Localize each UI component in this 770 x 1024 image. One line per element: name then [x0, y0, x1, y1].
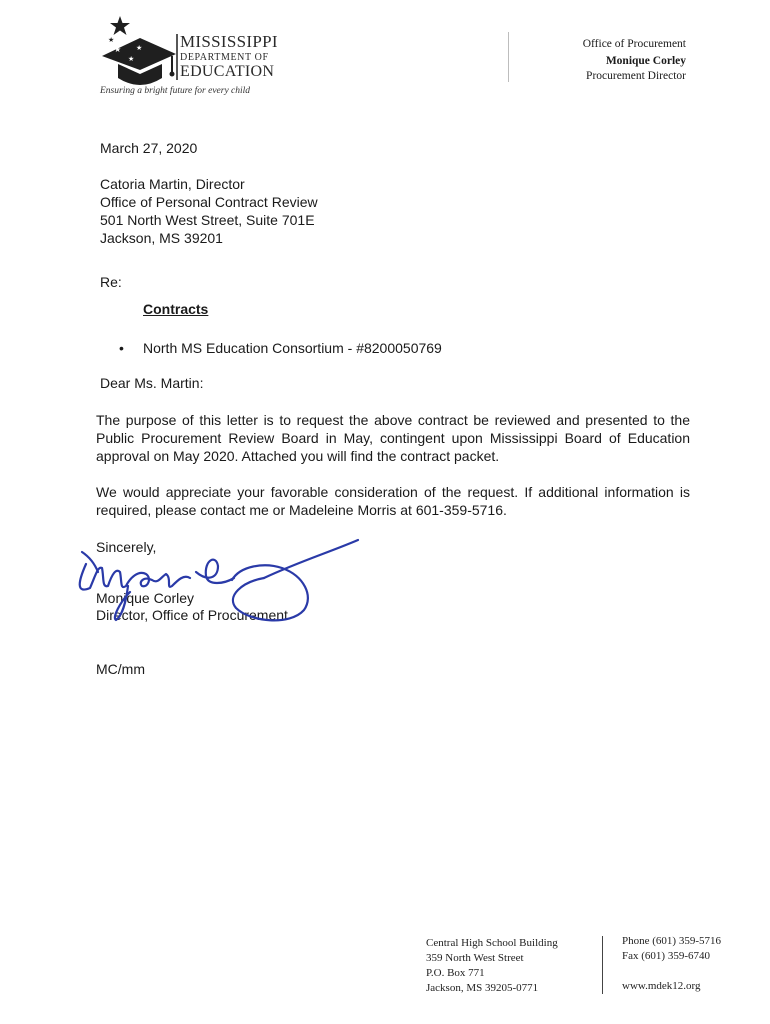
- footer-contact: [622, 934, 721, 994]
- signer-title: Director, Office of Procurement: [96, 607, 288, 623]
- typist-initials: MC/mm: [96, 661, 145, 677]
- star-icon: [110, 16, 130, 35]
- recipient-line: Catoria Martin, Director: [100, 176, 245, 192]
- footer-divider: [602, 936, 603, 994]
- director-title: Procurement Director: [586, 70, 686, 82]
- signer-name: Monique Corley: [96, 590, 195, 606]
- footer-address-line: Central High School Building: [426, 937, 558, 949]
- tagline: Ensuring a bright future for every child: [100, 86, 251, 96]
- header-divider: [508, 32, 509, 82]
- footer-website: www.mdek12.org: [622, 980, 701, 992]
- recipient-line: 501 North West Street, Suite 701E: [100, 212, 315, 228]
- svg-text:★: ★: [136, 44, 143, 52]
- brand-education: EDUCATION: [180, 63, 275, 80]
- svg-text:★: ★: [108, 36, 115, 44]
- svg-text:★: ★: [114, 45, 122, 54]
- director-name: Monique Corley: [605, 55, 686, 67]
- footer-address: [426, 936, 558, 996]
- re-label: Re:: [100, 274, 122, 290]
- handwritten-signature: [68, 522, 368, 632]
- contract-list-item: [119, 339, 442, 357]
- footer-address-line: 359 North West Street: [426, 952, 524, 964]
- footer-fax: Fax (601) 359-6740: [622, 950, 710, 962]
- contracts-heading: Contracts: [143, 301, 209, 317]
- salutation: Dear Ms. Martin:: [100, 375, 204, 391]
- closing: Sincerely,: [96, 539, 157, 555]
- brand-mississippi: MISSISSIPPI: [180, 32, 278, 51]
- recipient-line: Office of Personal Contract Review: [100, 194, 318, 210]
- body-paragraph: We would appreciate your favorable consideration of the request. If additional information is required, please contact me or Madeleine Morris at 601-359-5716.: [96, 484, 690, 518]
- footer-phone: Phone (601) 359-5716: [622, 935, 721, 947]
- svg-text:★: ★: [128, 55, 135, 63]
- bullet-icon: •: [119, 340, 124, 356]
- footer-address-line: Jackson, MS 39205-0771: [426, 982, 539, 994]
- body-paragraph: The purpose of this letter is to request the above contract be reviewed and presented to the Public Procurement Review Board in May, contingent upon Mississippi Board of Education approval on May 2020. Attached you will find the contract packet.: [96, 412, 690, 464]
- brand-department-of: DEPARTMENT OF: [180, 52, 269, 63]
- office-name: Office of Procurement: [582, 38, 686, 50]
- contract-item-text: North MS Education Consortium - #8200050769: [143, 340, 442, 356]
- recipient-line: Jackson, MS 39201: [100, 230, 223, 246]
- letter-date: March 27, 2020: [100, 140, 198, 156]
- footer-address-line: P.O. Box 771: [426, 967, 485, 979]
